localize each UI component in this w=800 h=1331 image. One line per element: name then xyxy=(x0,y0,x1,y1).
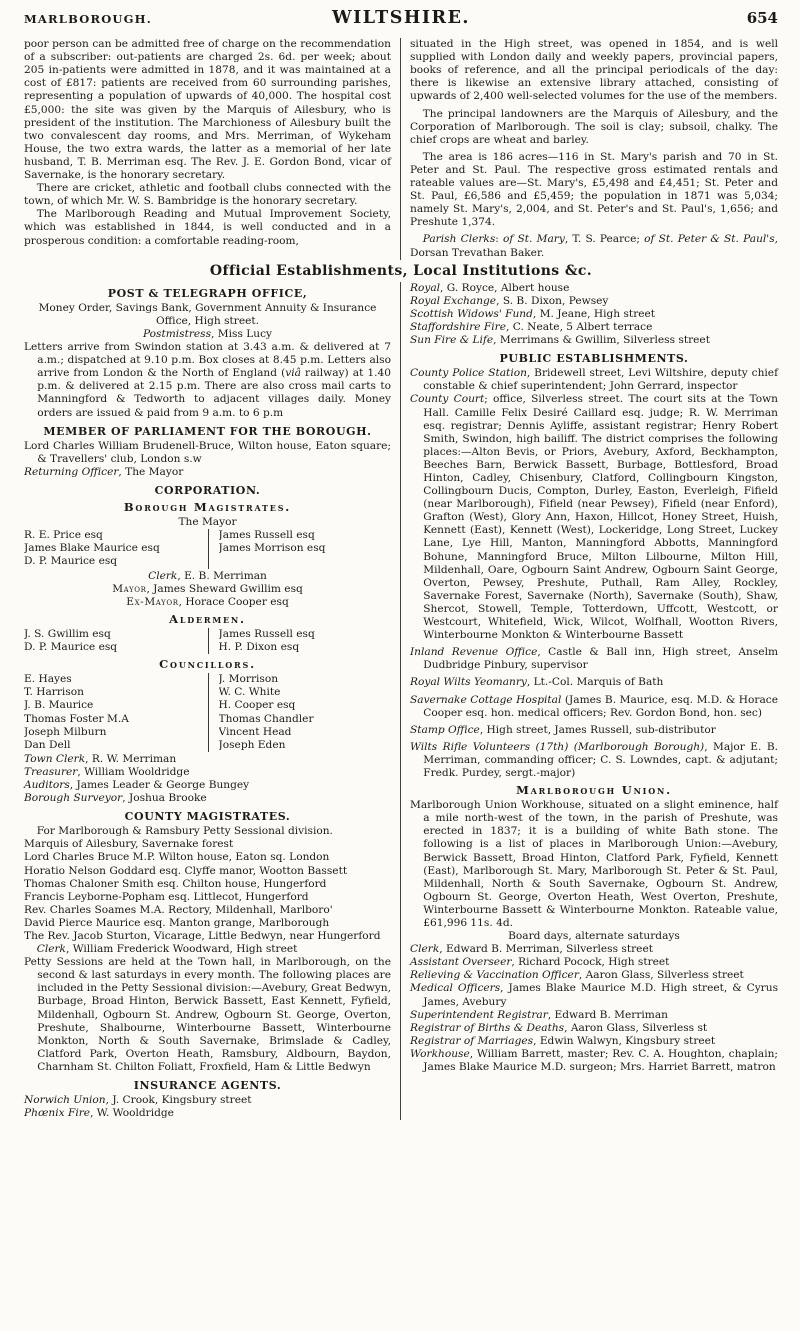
italic-text: Savernake Cottage Hospital xyxy=(410,693,562,706)
italic-text: Sun Fire & Life xyxy=(410,334,494,347)
text-segment: Marlborough Union. xyxy=(516,783,672,798)
italic-text: Clerk xyxy=(36,943,66,956)
section-heading: Official Establishments, Local Institutions &c. xyxy=(209,262,593,279)
name-cell: J. S. Gwillim esq xyxy=(24,627,111,640)
text-segment: Mayor xyxy=(112,582,147,595)
italic-text: Royal Wilts Yeomanry xyxy=(410,676,527,689)
two-column-name-list xyxy=(24,628,391,654)
directory-entry xyxy=(410,282,778,295)
directory-entry xyxy=(24,930,391,943)
directory-entry xyxy=(24,1094,391,1107)
name-list-column xyxy=(208,529,392,568)
text-segment: The Marlborough Reading and Mutual Improvement Society, which was established in 1844, is well conducted and in a prosperous condition: a comfortable reading-room, xyxy=(24,208,391,247)
text-segment: poor person can be admitted free of charge on the recommendation of a subscriber: out-patients are charged 2s. 6d. per week; about 205 in-patients were admitted in 1878, and it was maintained at a cost of £817: patients are received from 60 surrounding parishes, representing a population of upwards of 40,000. The hospital cost £5,000: the site was given by the Marquis of Ailesbury, who is president of the institution. The Marchioness of Ailesbury built the two convalescent day rooms, and Mrs. Merriman, of Wykeham House, the two extra wards, the latter as a memorial of her late husband, T. B. Merriman esq. The Rev. J. E. Gordon Bond, vicar of Savernake, is the honorary secretary. xyxy=(24,38,391,182)
right-column-intro xyxy=(401,38,778,260)
text-segment: , J. Crook, Kingsbury street xyxy=(105,1094,252,1107)
main-columns xyxy=(24,282,778,1121)
text-segment: , G. Royce, Albert house xyxy=(440,281,570,294)
text-segment: , William Wooldridge xyxy=(77,765,190,778)
italic-text: Postmistress xyxy=(142,327,212,340)
text-segment: , Dorsan Trevathan Baker. xyxy=(410,233,779,259)
text-segment: Councillors. xyxy=(159,657,256,672)
text-segment: , Richard Pocock, High street xyxy=(511,956,670,969)
subsection-heading xyxy=(24,287,391,300)
name-cell: H. Cooper esq xyxy=(218,699,296,712)
text-segment: PUBLIC ESTABLISHMENTS. xyxy=(499,352,689,366)
name-list-column xyxy=(24,673,208,752)
paragraph xyxy=(24,825,391,838)
italic-text: Registrar of Births & Deaths xyxy=(410,1021,565,1034)
italic-text: Clerk xyxy=(410,943,440,956)
text-segment: There are cricket, athletic and football clubs connected with the town, of which Mr. W. S. Bambridge is the honorary secretary. xyxy=(24,182,391,208)
directory-entry xyxy=(410,308,778,321)
subsection-heading xyxy=(410,352,778,365)
italic-text: Staffordshire Fire xyxy=(410,320,506,333)
running-header xyxy=(24,8,778,28)
left-column-main xyxy=(24,282,401,1121)
directory-entry xyxy=(24,341,391,420)
italic-text: Relieving & Vaccination Officer xyxy=(410,969,579,982)
text-segment: Petty Sessions are held at the Town hall, in Marlborough, on the second & last saturdays in every month. The following places are included in the Petty Sessional division:—Avebury, Great Bedwyn, Burbage, Broad Hinton, Berwick Bassett, East Kennett, Fyfield, Mildenhall, Ogbourn St. Andrew, Ogbourn St. George, Overton, Preshute, Shalbourne, Winterbourne Bassett, Winterbourne Monkton, North & South Savernake, Brimslade & Cadley, Clatford Park, Overton Heath, Ramsbury, Aldbourn, Baydon, Charnham St. Chilton Foliatt, Froxfield, Ham & Little Bedwyn xyxy=(24,956,391,1073)
italic-text: County Court xyxy=(410,393,485,406)
centered-line xyxy=(24,570,391,583)
italic-text: of St. Mary xyxy=(503,233,565,246)
centered-line xyxy=(24,302,391,328)
italic-text: viâ xyxy=(285,367,301,380)
text-segment: ; office, Silverless street. The court sits at the Town Hall. Camille Felix Desiré Caillard esq. judge; R. W. Merriman esq. registrar; Dennis Ayliffe, assistant registrar; Henry Robert Smith, Swindon, high bailiff. The district comprises the following places:—Alton Bevis, or Priors, Avebury, Axford, Beckhampton, Beeches Barn, Berwick Bassett, Burbage, Bottlesford, Broad Hinton, Cadley, Chisenbury, Clatford, Collingbourn Kingston, Collingbourn Ducis, Compton, Durley, Easton, Everleigh, Fifield (near Marlborough), Fifield (near Pewsey), Fifield (near Enford), Grafton (West), Glory Ann, Haxon, Hillcot, Honey Street, Huish, Kennett (East), Kennett (West), Lockeridge, Long Street, Luckey Lane, Lye Hill, Manton, Manningford Abbotts, Manningford Bohune, Manningford Bruce, Milton Lilbourne, Milton Hill, Mildenhall, Oare, Ogbourn Saint Andrew, Ogbourn Saint George, Overton, Pewsey, Preshute, Puthall, Ram Alley, Rockley, Savernake Forest, Savernake (North), Savernake (South), Shaw, Shercot, Stowell, Temple, Totterdown, Uffcott, Westcott, or Westcourt, Whitefield, Wick, Wilcot, Wolfhall, Wootton Rivers, Winterbourne Monkton & Winterbourne Bassett xyxy=(423,393,778,642)
text-segment: MEMBER OF PARLIAMENT FOR THE BOROUGH. xyxy=(43,424,372,438)
subsection-heading xyxy=(24,425,391,438)
name-cell: J. Morrison xyxy=(218,673,279,686)
directory-entry xyxy=(410,694,778,720)
name-cell: Joseph Milburn xyxy=(24,725,107,738)
name-cell: R. E. Price esq xyxy=(24,529,103,542)
paragraph xyxy=(410,233,778,259)
text-segment: situated in the High street, was opened in 1854, and is well supplied with London daily and weekly papers, provincial papers, books of reference, and all the principal periodicals of the day: there is likewise an extensive library attached, consisting of upwards of 2,400 well-selected volumes for the use of the members. xyxy=(410,38,778,103)
subsection-heading xyxy=(24,1079,391,1092)
paragraph xyxy=(410,151,778,230)
italic-text: Wilts Rifle Volunteers (17th) (Marlborough Borough) xyxy=(410,740,705,753)
italic-text: County Police Station xyxy=(410,367,527,380)
text-segment: Letters arrive from Swindon station at 3.43 a.m. & delivered at 7 a.m.; dispatched at 9.10 p.m. Box closes at 8.45 p.m. Letters also arrive from London & the North of England ( xyxy=(24,341,391,380)
text-segment: , E. B. Merriman xyxy=(177,569,267,582)
italic-text: of St. Peter & St. Paul's xyxy=(644,233,775,246)
directory-entry xyxy=(410,367,778,393)
directory-entry xyxy=(410,646,778,672)
directory-entry xyxy=(24,440,391,466)
smallcaps-heading xyxy=(24,613,391,626)
paragraph xyxy=(24,182,391,208)
text-segment: , High street, James Russell, sub-distributor xyxy=(479,723,716,736)
name-cell: James Blake Maurice esq xyxy=(24,542,160,555)
directory-entry xyxy=(410,1048,778,1074)
text-segment: Lord Charles William Brudenell-Bruce, Wilton house, Eaton square; & Travellers' club, London s.w xyxy=(24,439,391,465)
directory-entry xyxy=(410,393,778,642)
italic-text: Royal Exchange xyxy=(410,294,497,307)
name-cell xyxy=(219,555,392,568)
text-segment: CORPORATION. xyxy=(154,484,261,497)
directory-entry xyxy=(410,799,778,930)
text-segment: , Bridewell street, Levi Wiltshire, deputy chief constable & chief superintendent; John Gerrard, inspector xyxy=(423,367,778,393)
smallcaps-heading xyxy=(24,658,391,671)
paragraph xyxy=(24,38,391,182)
name-list-column xyxy=(208,628,392,654)
text-segment: , Merrimans & Gwillim, Silverless street xyxy=(493,334,710,347)
text-segment: The Rev. Jacob Sturton, Vicarage, Little Bedwyn, near Hungerford xyxy=(24,930,381,942)
text-segment: , James Leader & George Bungey xyxy=(69,778,250,791)
centered-line xyxy=(24,583,391,596)
subsection-heading xyxy=(24,810,391,823)
text-segment: POST & TELEGRAPH OFFICE, xyxy=(107,286,308,300)
text-segment: The principal landowners are the Marquis of Ailesbury, and the Corporation of Marlborough. The soil is clay; subsoil, chalky. The chief crops are wheat and barley. xyxy=(410,107,778,146)
directory-entry xyxy=(410,1009,778,1022)
directory-entry xyxy=(24,851,391,864)
text-segment: Marquis of Ailesbury, Savernake forest xyxy=(24,838,234,851)
italic-text: Scottish Widows' Fund xyxy=(410,307,533,320)
directory-entry xyxy=(410,676,778,689)
name-cell: E. Hayes xyxy=(24,673,72,686)
text-segment: Francis Leyborne-Popham esq. Littlecot, Hungerford xyxy=(24,890,309,903)
text-segment: , T. S. Pearce; xyxy=(564,233,645,246)
text-segment: INSURANCE AGENTS. xyxy=(133,1079,282,1093)
italic-text: Stamp Office xyxy=(410,723,480,736)
italic-text: Norwich Union xyxy=(24,1094,106,1107)
text-segment: : xyxy=(495,233,504,246)
text-segment: , Aaron Glass, Silverless street xyxy=(578,969,744,982)
directory-entry xyxy=(410,1035,778,1048)
name-cell: T. Harrison xyxy=(24,686,84,699)
text-segment: , James Blake Maurice M.D. High street, & Cyrus James, Avebury xyxy=(423,982,778,1008)
text-segment: , C. Neate, 5 Albert terrace xyxy=(505,320,653,333)
text-segment: Rev. Charles Soames M.A. Rectory, Mildenhall, Marlboro' xyxy=(24,903,333,916)
text-segment: Horatio Nelson Goddard esq. Clyffe manor, Wootton Bassett xyxy=(24,864,348,877)
italic-text: Medical Officers xyxy=(410,982,501,995)
text-segment: The area is 186 acres—116 in St. Mary's parish and 70 in St. Peter and St. Paul. The respective gross estimated rentals and rateable values are—St. Mary's, £5,498 and £4,451; St. Peter and St. Paul, £6,586 and £5,459; the population in 1871 was 5,034; namely St. Mary's, 2,004, and St. Peter's and St. Paul's, 1,656; and Preshute 1,374. xyxy=(410,150,778,229)
running-head-place: MARLBOROUGH. xyxy=(24,12,152,26)
name-list-column xyxy=(24,628,208,654)
name-cell: J. B. Maurice xyxy=(24,699,94,712)
text-segment: , James Sheward Gwillim esq xyxy=(146,582,303,595)
italic-text: Workhouse xyxy=(410,1047,470,1060)
italic-text: Assistant Overseer xyxy=(410,956,512,969)
text-segment: , Joshua Brooke xyxy=(122,792,207,805)
directory-entry xyxy=(24,956,391,1074)
text-segment: , Edwin Walwyn, Kingsbury street xyxy=(533,1034,716,1047)
italic-text: Inland Revenue Office xyxy=(410,646,538,659)
directory-entry xyxy=(24,891,391,904)
text-segment: , Castle & Ball inn, High street, Anselm Dudbridge Pinbury, supervisor xyxy=(423,646,778,672)
name-cell: Vincent Head xyxy=(218,725,292,738)
italic-text: Royal xyxy=(410,281,441,294)
directory-entry xyxy=(24,917,391,930)
subsection-heading xyxy=(24,484,391,497)
text-segment: COUNTY MAGISTRATES. xyxy=(124,810,291,824)
text-segment: , The Mayor xyxy=(118,465,184,478)
text-segment: , Aaron Glass, Silverless st xyxy=(564,1021,708,1034)
name-cell: H. P. Dixon esq xyxy=(218,641,300,654)
directory-entry xyxy=(24,466,391,479)
centered-line xyxy=(24,596,391,609)
name-cell: D. P. Maurice esq xyxy=(24,641,118,654)
directory-entry xyxy=(24,792,391,805)
text-segment: (James B. Maurice, esq. M.D. & Horace Cooper esq. hon. medical officers; Rev. Gordon Bond, hon. sec) xyxy=(423,693,778,719)
text-segment: , W. Wooldridge xyxy=(90,1107,174,1120)
two-column-name-list xyxy=(24,529,391,568)
paragraph xyxy=(410,38,778,103)
italic-text: Clerk xyxy=(148,569,178,582)
directory-entry xyxy=(410,334,778,347)
directory-entry xyxy=(410,741,778,780)
name-cell: D. P. Maurice esq xyxy=(24,555,118,568)
text-segment: Money Order, Savings Bank, Government Annuity & Insurance Office, High street. xyxy=(38,301,377,327)
directory-entry xyxy=(24,766,391,779)
name-cell: Joseph Eden xyxy=(218,738,286,751)
directory-entry xyxy=(410,969,778,982)
running-head-county: WILTSHIRE. xyxy=(331,8,471,28)
centered-line xyxy=(24,328,391,341)
name-cell: Thomas Foster M.A xyxy=(24,712,129,725)
directory-entry xyxy=(24,904,391,917)
directory-entry xyxy=(410,724,778,737)
name-cell: Dan Dell xyxy=(24,738,71,751)
text-segment: For Marlborough & Ramsbury Petty Sessional division. xyxy=(36,825,333,838)
name-list-column xyxy=(24,529,208,568)
text-segment: Borough Magistrates. xyxy=(123,500,292,515)
text-segment: Ex-Mayor xyxy=(126,595,179,608)
directory-entry xyxy=(410,982,778,1008)
italic-text: Returning Officer xyxy=(24,465,119,478)
directory-entry xyxy=(24,1107,391,1120)
italic-text: Phœnix Fire xyxy=(24,1107,91,1120)
directory-entry xyxy=(24,753,391,766)
directory-entry xyxy=(24,838,391,851)
italic-text: Superintendent Registrar xyxy=(410,1008,548,1021)
intro-columns xyxy=(24,38,778,260)
directory-entry xyxy=(410,295,778,308)
text-segment: , William Frederick Woodward, High street xyxy=(65,943,298,956)
text-segment: , Lt.-Col. Marquis of Bath xyxy=(526,676,664,689)
centered-line xyxy=(410,930,778,943)
text-segment: , R. W. Merriman xyxy=(85,752,177,765)
italic-text: Borough Surveyor xyxy=(24,792,123,805)
directory-entry xyxy=(410,1022,778,1035)
text-segment: Board days, alternate saturdays xyxy=(508,930,680,943)
text-segment: , William Barrett, master; Rev. C. A. Houghton, chaplain; James Blake Maurice M.D. surgeon; Mrs. Harriet Barrett, matron xyxy=(423,1047,778,1074)
text-segment: The Mayor xyxy=(178,516,237,529)
text-segment: railway) at 1.40 p.m. & delivered at 2.15 p.m. There are also cross mail carts to Manningford & Tedworth to adjacent villages daily. Money orders are issued & paid from 9 a.m. to 6 p.m xyxy=(37,367,391,419)
italic-text: Auditors xyxy=(24,778,70,791)
paragraph xyxy=(24,943,391,956)
name-cell: James Morrison esq xyxy=(218,542,326,555)
name-cell: W. C. White xyxy=(218,686,281,699)
directory-entry xyxy=(410,321,778,334)
name-list-column xyxy=(208,673,392,752)
smallcaps-heading xyxy=(410,784,778,797)
italic-text: Parish Clerks xyxy=(422,233,496,246)
text-segment: , Edward B. Merriman xyxy=(547,1008,668,1021)
italic-text: Treasurer xyxy=(24,765,78,778)
centered-line xyxy=(24,516,391,529)
italic-text: Registrar of Marriages xyxy=(410,1034,534,1047)
italic-text: Town Clerk xyxy=(24,752,86,765)
text-segment: Thomas Chaloner Smith esq. Chilton house, Hungerford xyxy=(24,877,327,890)
name-cell: James Russell esq xyxy=(218,529,315,542)
name-cell: Thomas Chandler xyxy=(218,712,314,725)
text-segment: , M. Jeane, High street xyxy=(532,307,656,320)
left-column-intro xyxy=(24,38,401,260)
smallcaps-heading xyxy=(24,501,391,514)
directory-entry xyxy=(410,956,778,969)
directory-entry xyxy=(24,865,391,878)
text-segment: Lord Charles Bruce M.P. Wilton house, Eaton sq. London xyxy=(24,851,330,864)
text-segment: Aldermen. xyxy=(169,611,246,626)
directory-entry xyxy=(24,779,391,792)
text-segment: David Pierce Maurice esq. Manton grange, Marlborough xyxy=(24,916,330,929)
directory-entry xyxy=(410,943,778,956)
paragraph xyxy=(24,208,391,247)
right-column-main xyxy=(401,282,778,1121)
text-segment: , S. B. Dixon, Pewsey xyxy=(496,294,609,307)
text-segment: , Major E. B. Merriman, commanding officer; C. S. Lowndes, capt. & adjutant; Fredk. Purdey, sergt.-major) xyxy=(423,740,778,779)
page-number: 654 xyxy=(746,9,778,27)
name-cell: James Russell esq xyxy=(218,627,315,640)
text-segment: , Miss Lucy xyxy=(211,327,273,340)
directory-entry xyxy=(24,878,391,891)
text-segment: , Edward B. Merriman, Silverless street xyxy=(439,943,653,956)
paragraph xyxy=(410,108,778,147)
text-segment: Marlborough Union Workhouse, situated on a slight eminence, half a mile north-west of the town, in the parish of Preshute, was erected in 1837; it is a building of white Bath stone. The following is a list of places in Marlborough Union:—Avebury, Berwick Bassett, Broad Hinton, Clatford Park, Fyfield, Kennett (East), Marlborough St. Mary, Marlborough St. Peter & St. Paul, Mildenhall, North & South Savernake, Ogbourn St. Andrew, Ogbourn St. George, Overton Heath, West Overton, Preshute, Winterbourne Bassett & Winterbourne Monkton. Rateable value, £61,996 11s. 4d. xyxy=(410,799,778,929)
two-column-name-list xyxy=(24,673,391,752)
text-segment: , Horace Cooper esq xyxy=(178,595,289,608)
